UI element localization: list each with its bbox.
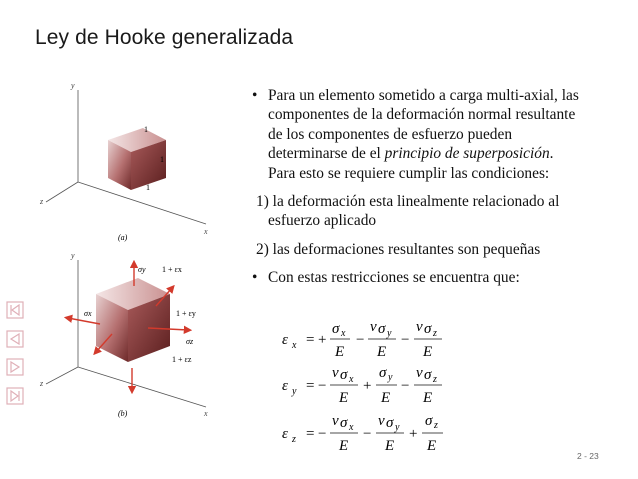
first-page-icon[interactable] <box>6 301 24 319</box>
svg-text:E: E <box>423 390 433 406</box>
svg-text:ν: ν <box>378 413 385 429</box>
stressed-cube <box>96 278 170 362</box>
condition-2: 2) las deformaciones resultantes son pequeñas <box>256 240 541 258</box>
slide-title: Ley de Hooke generalizada <box>35 26 294 49</box>
equation-eps-y <box>282 365 442 406</box>
svg-text:y: y <box>395 422 400 433</box>
svg-text:z: z <box>292 434 296 445</box>
svg-text:E: E <box>377 344 387 360</box>
svg-text:ε: ε <box>282 426 288 442</box>
bullet-superposition: • Para un elemento sometido a carga multi-axial, las componentes de la deformación normal resultante de los componentes de esfuerzo pueden determinarse de el principio de superposición. Para esto se requiere cumplir las condiciones: <box>252 87 579 182</box>
svg-text:−: − <box>401 378 410 394</box>
figure-b-axis-y: y <box>71 251 75 260</box>
svg-text:E: E <box>385 438 395 454</box>
svg-text:x: x <box>349 422 354 433</box>
bullet-dot: • <box>252 269 258 287</box>
figure-a-axis-x: x <box>204 227 208 236</box>
svg-text:−: − <box>363 426 372 442</box>
figure-a-axis-y: y <box>71 81 75 90</box>
svg-text:σ: σ <box>425 413 433 429</box>
equation-eps-x <box>282 319 442 360</box>
svg-text:−: − <box>401 332 410 348</box>
svg-text:σ: σ <box>340 415 348 431</box>
cube-dim-bottom: 1 <box>146 183 150 192</box>
stress-cube-figure <box>38 72 224 428</box>
hooke-equations <box>280 316 460 458</box>
strain-x-label: 1 + εx <box>162 265 182 274</box>
svg-text:E: E <box>381 390 391 406</box>
svg-text:E: E <box>423 344 433 360</box>
sigma-y-label: σy <box>138 265 146 274</box>
previous-icon[interactable] <box>6 330 24 348</box>
figure-a-axis-z: z <box>40 197 44 206</box>
svg-text:E: E <box>427 438 437 454</box>
svg-text:z: z <box>433 328 437 339</box>
figure-b-axis-x: x <box>204 409 208 418</box>
svg-text:σ: σ <box>424 321 432 337</box>
bullet-restrictions: • Con estas restricciones se encuentra que: <box>252 269 520 287</box>
slide-body <box>252 86 630 288</box>
svg-text:ν: ν <box>416 319 423 335</box>
cube-dim-side: 1 <box>160 155 164 164</box>
svg-text:σ: σ <box>424 367 432 383</box>
svg-text:x: x <box>292 340 297 351</box>
svg-text:x: x <box>349 374 354 385</box>
svg-text:σ: σ <box>379 365 387 381</box>
svg-text:−: − <box>318 378 327 394</box>
svg-text:+: + <box>363 378 372 394</box>
svg-text:=: = <box>306 426 315 442</box>
equation-eps-z <box>282 413 443 454</box>
svg-text:σ: σ <box>378 321 386 337</box>
svg-text:+: + <box>318 332 327 348</box>
svg-text:ν: ν <box>370 319 377 335</box>
strain-z-label: 1 + εz <box>172 355 192 364</box>
svg-text:ν: ν <box>332 365 339 381</box>
figure-b-axis-z: z <box>40 379 44 388</box>
svg-text:=: = <box>306 332 315 348</box>
svg-text:z: z <box>434 420 438 431</box>
svg-text:z: z <box>433 374 437 385</box>
svg-text:σ: σ <box>386 415 394 431</box>
svg-text:+: + <box>409 426 418 442</box>
svg-text:−: − <box>356 332 365 348</box>
figure-a-label: (a) <box>118 233 128 242</box>
svg-text:ν: ν <box>416 365 423 381</box>
unit-cube <box>108 128 166 190</box>
svg-text:E: E <box>339 438 349 454</box>
svg-text:y: y <box>388 372 393 383</box>
svg-text:ν: ν <box>332 413 339 429</box>
svg-text:σ: σ <box>332 321 340 337</box>
figure-b-label: (b) <box>118 409 128 418</box>
svg-text:E: E <box>335 344 345 360</box>
condition-1: 1) la deformación esta linealmente relacionado al esfuerzo aplicado <box>256 193 560 230</box>
sigma-z-label: σz <box>186 337 194 346</box>
superposition-term: principio de superposición <box>384 145 550 163</box>
svg-text:ε: ε <box>282 378 288 394</box>
svg-text:x: x <box>341 328 346 339</box>
next-icon[interactable] <box>6 358 24 376</box>
last-page-icon[interactable] <box>6 387 24 405</box>
svg-text:ε: ε <box>282 332 288 348</box>
svg-text:y: y <box>292 386 297 397</box>
bullet-dot: • <box>252 87 258 104</box>
sigma-x-label: σx <box>84 309 92 318</box>
cube-dim-top: 1 <box>144 125 148 134</box>
svg-text:E: E <box>339 390 349 406</box>
page-number: 2 - 23 <box>577 451 599 461</box>
strain-y-label: 1 + εy <box>176 309 196 318</box>
svg-text:=: = <box>306 378 315 394</box>
svg-text:−: − <box>318 426 327 442</box>
svg-text:σ: σ <box>340 367 348 383</box>
svg-text:y: y <box>387 328 392 339</box>
